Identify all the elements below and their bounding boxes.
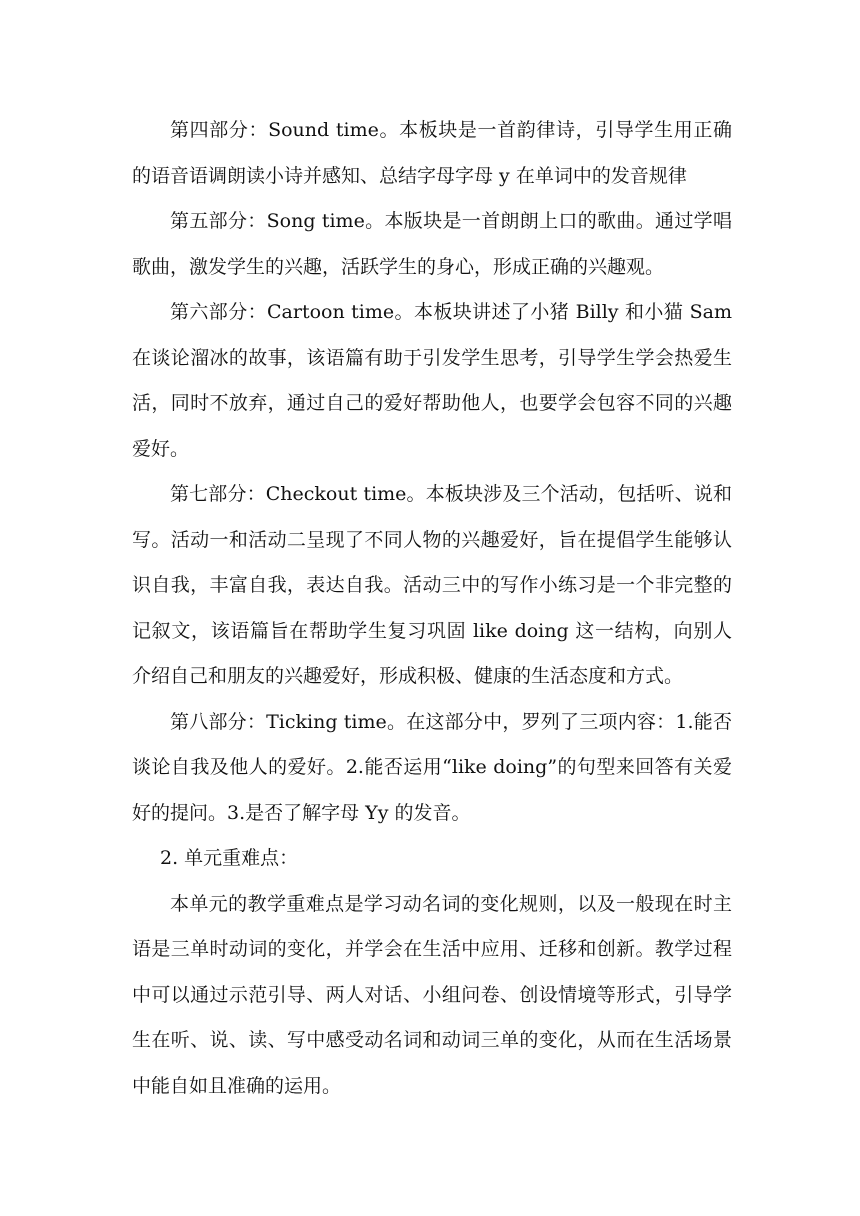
paragraph-sound-time: 第四部分：Sound time。本板块是一首韵律诗，引导学生用正确的语音语调朗读小诗并感知、总结字母字母 y 在单词中的发音规律 [132,119,732,187]
paragraph-song-time: 第五部分：Song time。本版块是一首朗朗上口的歌曲。通过学唱歌曲，激发学生的兴趣，活跃学生的身心，形成正确的兴趣观。 [132,210,732,278]
paragraph-key-difficulties: 本单元的教学重难点是学习动名词的变化规则，以及一般现在时主语是三单时动词的变化，并学会在生活中应用、迁移和创新。教学过程中可以通过示范引导、两人对话、小组问卷、创设情境等形式，引导学生在听、说、读、写中感受动名词和动词三单的变化，从而在生活场景中能自如且准确的运用。 [132,892,732,1097]
paragraph-ticking-time: 第八部分：Ticking time。在这部分中，罗列了三项内容：1.能否谈论自我及他人的爱好。2.能否运用“like doing”的句型来回答有关爱好的提问。3.是否了解字母 Yy 的发音。 [132,710,732,824]
paragraph-checkout-time: 第七部分：Checkout time。本板块涉及三个活动，包括听、说和写。活动一和活动二呈现了不同人物的兴趣爱好，旨在提倡学生能够认识自我，丰富自我，表达自我。活动三中的写作小练习是一个非完整的记叙文，该语篇旨在帮助学生复习巩固 like doing 这一结构，向别人介绍自己和朋友的兴趣爱好，形成积极、健康的生活态度和方式。 [132,483,732,687]
section-heading: 2. 单元重难点： [160,847,299,869]
document-page [132,108,732,1109]
paragraph-cartoon-time: 第六部分：Cartoon time。本板块讲述了小猪 Billy 和小猫 Sam 在谈论溜冰的故事，该语篇有助于引发学生思考，引导学生学会热爱生活，同时不放弃，通过自己的爱好帮助他人，也要学会包容不同的兴趣爱好。 [132,301,732,460]
